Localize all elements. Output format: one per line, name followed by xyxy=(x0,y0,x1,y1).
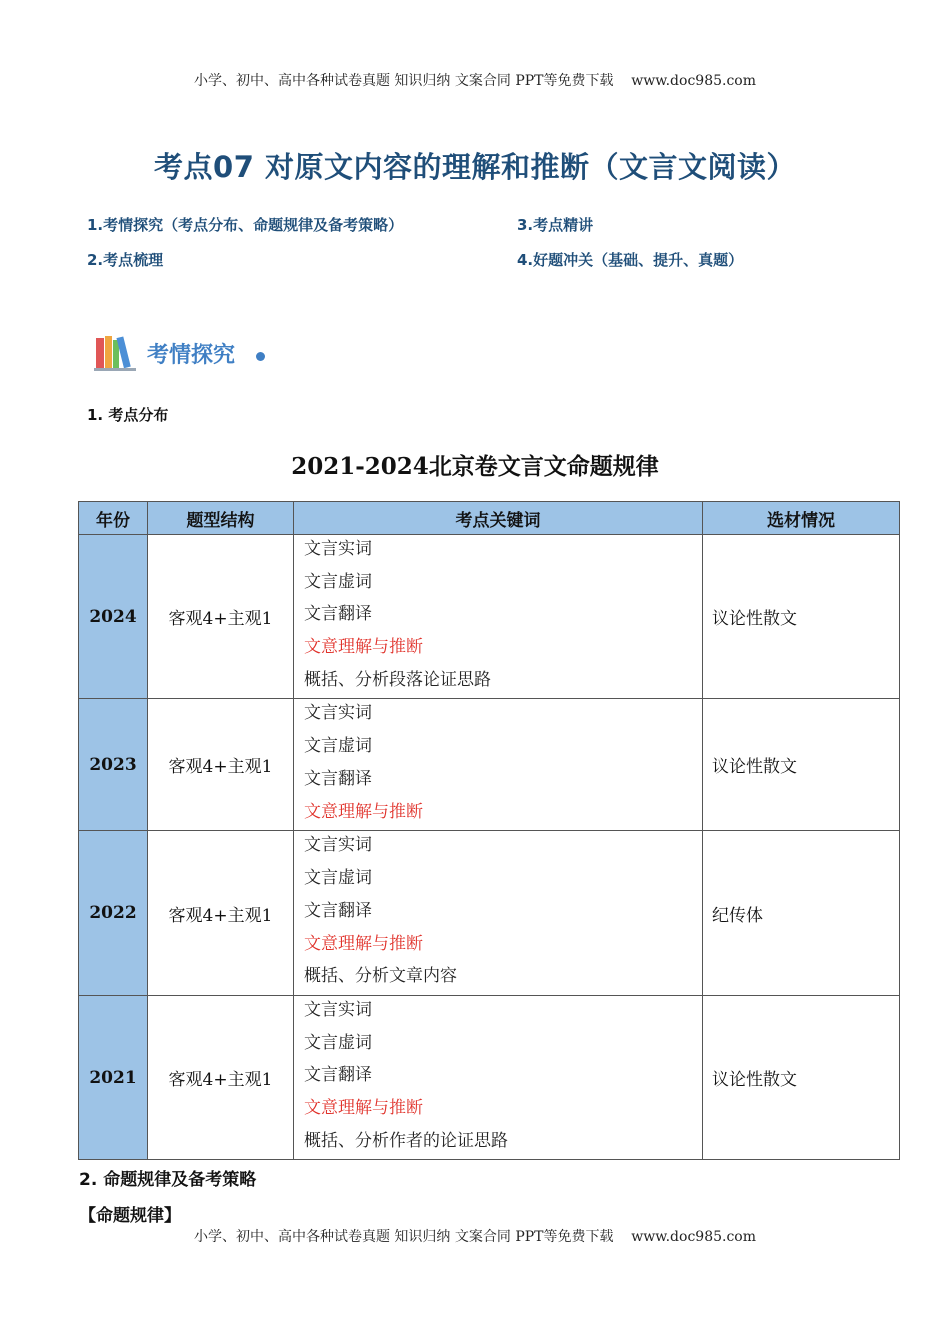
table-row xyxy=(79,699,900,831)
column-header-material: 选材情况 xyxy=(703,502,900,535)
year-cell: 2022 xyxy=(79,831,148,995)
keyword-item: 概括、分析文章内容 xyxy=(304,966,457,987)
section-heading-distribution: 1. 考点分布 xyxy=(87,406,169,424)
keyword-item: 文言实词 xyxy=(304,999,372,1020)
keyword-item: 文言实词 xyxy=(304,703,372,724)
table-title: 2021-2024北京卷文言文命题规律 xyxy=(291,453,659,480)
year-cell: 2021 xyxy=(79,995,148,1159)
structure-cell: 客观4+主观1 xyxy=(148,699,294,831)
column-header-keywords: 考点关键词 xyxy=(294,502,703,535)
keyword-item: 文言实词 xyxy=(304,835,372,856)
toc-item-1[interactable]: 1.考情探究（考点分布、命题规律及备考策略） xyxy=(87,216,404,234)
keyword-item: 文言虚词 xyxy=(304,868,372,889)
material-cell: 纪传体 xyxy=(703,831,900,995)
page-footer: 小学、初中、高中各种试卷真题 知识归纳 文案合同 PPT等免费下载 www.doc985.com xyxy=(193,1229,756,1245)
keyword-item-highlight: 文意理解与推断 xyxy=(304,1097,423,1118)
column-header-year: 年份 xyxy=(79,502,148,535)
material-cell: 议论性散文 xyxy=(703,699,900,831)
year-cell: 2023 xyxy=(79,699,148,831)
keywords-cell xyxy=(294,995,703,1159)
toc-item-3[interactable]: 3.考点精讲 xyxy=(517,216,594,234)
keyword-item: 文言虚词 xyxy=(304,1032,372,1053)
page-header: 小学、初中、高中各种试卷真题 知识归纳 文案合同 PPT等免费下载 www.doc985.com xyxy=(193,73,756,89)
keyword-item: 文言翻译 xyxy=(304,768,372,789)
toc-item-4[interactable]: 4.好题冲关（基础、提升、真题） xyxy=(517,251,744,269)
keyword-item: 文言虚词 xyxy=(304,736,372,757)
table-row xyxy=(79,995,900,1159)
keyword-item: 概括、分析作者的论证思路 xyxy=(304,1130,508,1151)
keyword-item: 文言翻译 xyxy=(304,604,372,625)
subsection-heading-pattern: 【命题规律】 xyxy=(79,1206,181,1226)
year-cell: 2024 xyxy=(79,535,148,699)
keyword-item: 文言实词 xyxy=(304,539,372,559)
keyword-item-highlight: 文意理解与推断 xyxy=(304,933,423,954)
toc-item-2[interactable]: 2.考点梳理 xyxy=(87,251,164,269)
books-icon xyxy=(92,332,142,372)
column-header-structure: 题型结构 xyxy=(148,502,294,535)
keyword-item: 文言虚词 xyxy=(304,571,372,592)
material-cell: 议论性散文 xyxy=(703,995,900,1159)
keyword-item-highlight: 文意理解与推断 xyxy=(304,801,423,822)
banner-dot xyxy=(256,352,265,361)
page-title: 考点07 对原文内容的理解和推断（文言文阅读） xyxy=(154,150,796,184)
keyword-item: 文言翻译 xyxy=(304,900,372,921)
section-banner xyxy=(92,330,272,376)
table-row xyxy=(79,831,900,995)
banner-label: 考情探究 xyxy=(147,343,236,368)
keyword-item: 文言翻译 xyxy=(304,1065,372,1086)
structure-cell: 客观4+主观1 xyxy=(148,831,294,995)
keywords-cell xyxy=(294,535,703,699)
keyword-item-highlight: 文意理解与推断 xyxy=(304,637,423,658)
exam-pattern-table xyxy=(78,501,900,1160)
structure-cell: 客观4+主观1 xyxy=(148,995,294,1159)
structure-cell: 客观4+主观1 xyxy=(148,535,294,699)
table-row xyxy=(79,535,900,699)
keyword-item: 概括、分析段落论证思路 xyxy=(304,669,491,690)
keywords-cell xyxy=(294,699,703,831)
material-cell: 议论性散文 xyxy=(703,535,900,699)
keywords-cell xyxy=(294,831,703,995)
section-heading-strategy: 2. 命题规律及备考策略 xyxy=(79,1170,257,1190)
